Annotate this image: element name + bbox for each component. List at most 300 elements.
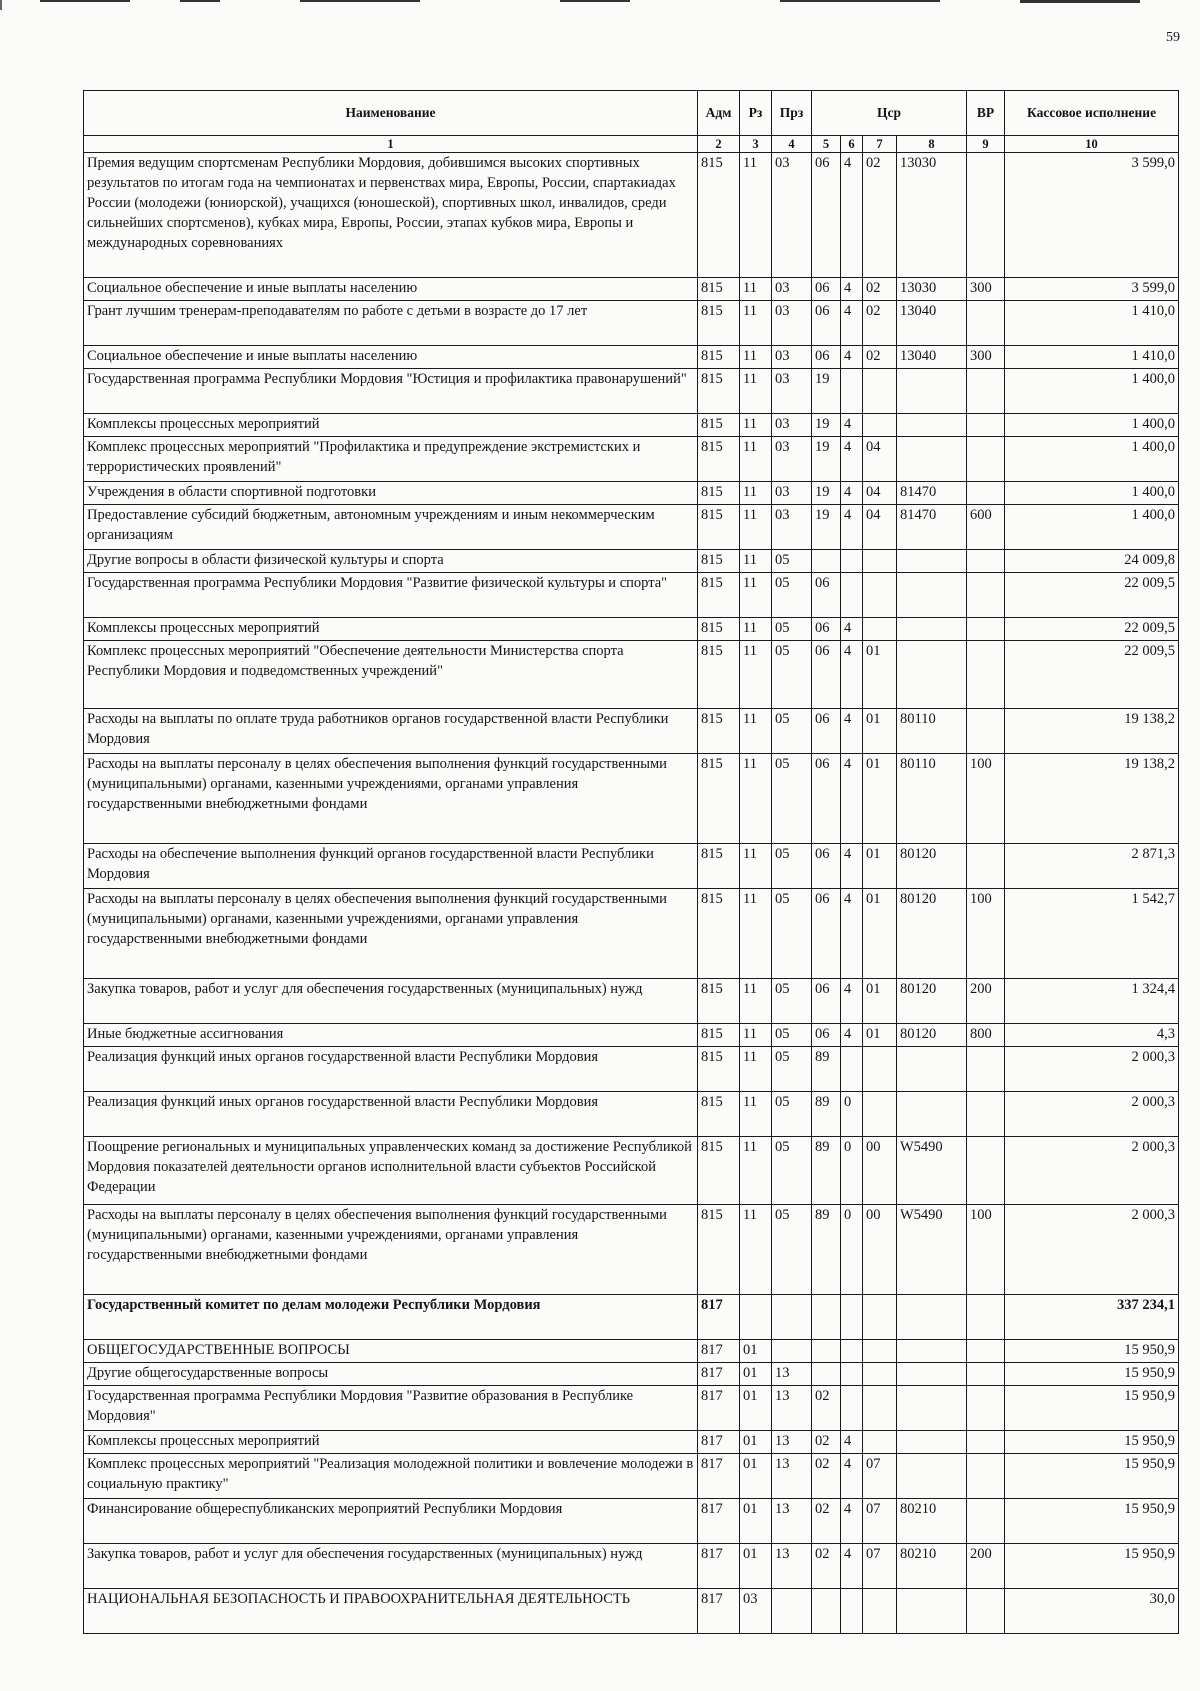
row-name: Расходы на выплаты персоналу в целях обеспечения выполнения функций государственными (муниципальными) органами, казенными учреждениями, органами управления государственными внебюджетными фондами <box>84 1205 698 1295</box>
row-csr-direction <box>897 1431 967 1454</box>
table-row <box>84 1589 1179 1634</box>
row-csr-direction: 80210 <box>897 1499 967 1544</box>
row-rz: 11 <box>740 346 772 369</box>
row-csr-direction <box>897 618 967 641</box>
row-csr-type: 4 <box>841 278 863 301</box>
row-vr <box>967 709 1005 754</box>
row-csr-subprogram: 07 <box>863 1544 897 1589</box>
row-csr-type: 0 <box>841 1137 863 1205</box>
table-row <box>84 1024 1179 1047</box>
row-rz: 11 <box>740 754 772 844</box>
row-csr-direction: 13030 <box>897 278 967 301</box>
row-adm: 815 <box>698 414 740 437</box>
col-exec-header: Кассовое исполнение <box>1005 91 1179 136</box>
row-csr-subprogram: 01 <box>863 889 897 979</box>
col-name-header: Наименование <box>84 91 698 136</box>
row-name: Финансирование общереспубликанских мероприятий Республики Мордовия <box>84 1499 698 1544</box>
row-adm: 815 <box>698 1024 740 1047</box>
row-csr-subprogram <box>863 369 897 414</box>
row-vr <box>967 1454 1005 1499</box>
table-row <box>84 346 1179 369</box>
row-csr-program: 06 <box>812 709 841 754</box>
row-rz: 11 <box>740 979 772 1024</box>
row-sum: 15 950,9 <box>1005 1386 1179 1431</box>
row-vr <box>967 844 1005 889</box>
row-vr: 300 <box>967 346 1005 369</box>
col-vr-header: ВР <box>967 91 1005 136</box>
col-csr-header: Цср <box>812 91 967 136</box>
row-rz: 11 <box>740 278 772 301</box>
row-adm: 815 <box>698 369 740 414</box>
row-vr <box>967 153 1005 278</box>
col-number: 7 <box>863 136 897 153</box>
row-name: Закупка товаров, работ и услуг для обеспечения государственных (муниципальных) нужд <box>84 979 698 1024</box>
row-csr-subprogram <box>863 1589 897 1634</box>
row-csr-program: 06 <box>812 754 841 844</box>
col-number: 3 <box>740 136 772 153</box>
row-prz: 05 <box>772 889 812 979</box>
col-number: 10 <box>1005 136 1179 153</box>
row-csr-subprogram <box>863 573 897 618</box>
row-csr-type: 4 <box>841 979 863 1024</box>
row-rz: 11 <box>740 153 772 278</box>
col-number: 5 <box>812 136 841 153</box>
table-row <box>84 618 1179 641</box>
row-rz: 11 <box>740 1205 772 1295</box>
row-name: Другие вопросы в области физической культуры и спорта <box>84 550 698 573</box>
row-csr-subprogram: 04 <box>863 505 897 550</box>
table-row <box>84 641 1179 709</box>
row-prz <box>772 1295 812 1340</box>
row-vr <box>967 1092 1005 1137</box>
row-csr-type: 4 <box>841 505 863 550</box>
row-sum: 1 324,4 <box>1005 979 1179 1024</box>
row-vr <box>967 1499 1005 1544</box>
row-prz <box>772 1340 812 1363</box>
row-adm: 815 <box>698 346 740 369</box>
row-name: Государственная программа Республики Мордовия "Развитие физической культуры и спорта" <box>84 573 698 618</box>
row-csr-type <box>841 1386 863 1431</box>
row-csr-subprogram <box>863 1431 897 1454</box>
row-prz: 03 <box>772 301 812 346</box>
row-rz: 11 <box>740 1137 772 1205</box>
row-prz: 13 <box>772 1499 812 1544</box>
row-csr-type: 0 <box>841 1092 863 1137</box>
row-sum: 19 138,2 <box>1005 709 1179 754</box>
row-prz: 03 <box>772 437 812 482</box>
row-prz: 03 <box>772 153 812 278</box>
row-rz: 01 <box>740 1499 772 1544</box>
row-csr-direction <box>897 369 967 414</box>
row-csr-program: 06 <box>812 618 841 641</box>
row-csr-program: 02 <box>812 1386 841 1431</box>
row-prz: 05 <box>772 1047 812 1092</box>
row-csr-subprogram: 02 <box>863 278 897 301</box>
row-rz: 11 <box>740 573 772 618</box>
row-csr-subprogram <box>863 1092 897 1137</box>
row-prz: 05 <box>772 979 812 1024</box>
row-csr-direction: 80120 <box>897 889 967 979</box>
row-rz: 01 <box>740 1454 772 1499</box>
row-rz: 11 <box>740 482 772 505</box>
row-rz: 11 <box>740 709 772 754</box>
row-prz: 03 <box>772 278 812 301</box>
row-name: Реализация функций иных органов государственной власти Республики Мордовия <box>84 1047 698 1092</box>
row-csr-direction <box>897 1340 967 1363</box>
row-adm: 815 <box>698 709 740 754</box>
row-prz: 03 <box>772 482 812 505</box>
row-csr-program <box>812 550 841 573</box>
row-sum: 1 410,0 <box>1005 301 1179 346</box>
table-body <box>84 153 1179 1634</box>
row-csr-subprogram: 01 <box>863 709 897 754</box>
row-csr-type: 4 <box>841 437 863 482</box>
row-csr-program: 19 <box>812 369 841 414</box>
row-name: Комплекс процессных мероприятий "Обеспечение деятельности Министерства спорта Республики Мордовия и подведомственных учреждений" <box>84 641 698 709</box>
row-prz: 03 <box>772 346 812 369</box>
row-name: Иные бюджетные ассигнования <box>84 1024 698 1047</box>
row-sum: 30,0 <box>1005 1589 1179 1634</box>
row-csr-program: 89 <box>812 1092 841 1137</box>
row-vr <box>967 437 1005 482</box>
row-csr-program: 06 <box>812 301 841 346</box>
col-rz-header: Рз <box>740 91 772 136</box>
row-vr <box>967 573 1005 618</box>
row-csr-type: 4 <box>841 754 863 844</box>
row-csr-direction: 80110 <box>897 754 967 844</box>
row-csr-program: 19 <box>812 482 841 505</box>
table-row <box>84 1137 1179 1205</box>
col-adm-header: Адм <box>698 91 740 136</box>
row-rz: 01 <box>740 1363 772 1386</box>
row-csr-program: 06 <box>812 979 841 1024</box>
row-name: Социальное обеспечение и иные выплаты населению <box>84 346 698 369</box>
row-vr <box>967 1386 1005 1431</box>
row-csr-subprogram: 01 <box>863 641 897 709</box>
col-number: 8 <box>897 136 967 153</box>
row-csr-subprogram: 02 <box>863 301 897 346</box>
row-vr <box>967 1295 1005 1340</box>
table-row <box>84 278 1179 301</box>
col-prz-header: Прз <box>772 91 812 136</box>
table-row <box>84 1454 1179 1499</box>
row-adm: 815 <box>698 889 740 979</box>
row-csr-program: 02 <box>812 1499 841 1544</box>
row-csr-subprogram: 00 <box>863 1137 897 1205</box>
row-name: Государственная программа Республики Мордовия "Развитие образования в Республике Мордовия" <box>84 1386 698 1431</box>
row-vr: 800 <box>967 1024 1005 1047</box>
row-prz: 03 <box>772 505 812 550</box>
row-csr-type: 4 <box>841 1431 863 1454</box>
row-csr-type: 4 <box>841 1024 863 1047</box>
row-vr: 100 <box>967 889 1005 979</box>
row-name: НАЦИОНАЛЬНАЯ БЕЗОПАСНОСТЬ И ПРАВООХРАНИТЕЛЬНАЯ ДЕЯТЕЛЬНОСТЬ <box>84 1589 698 1634</box>
row-csr-type <box>841 1589 863 1634</box>
row-prz: 05 <box>772 1092 812 1137</box>
row-csr-subprogram <box>863 618 897 641</box>
row-sum: 1 410,0 <box>1005 346 1179 369</box>
row-rz: 11 <box>740 641 772 709</box>
row-name: ОБЩЕГОСУДАРСТВЕННЫЕ ВОПРОСЫ <box>84 1340 698 1363</box>
table-row <box>84 301 1179 346</box>
row-prz: 05 <box>772 550 812 573</box>
row-vr <box>967 1363 1005 1386</box>
row-csr-direction: 81470 <box>897 505 967 550</box>
row-csr-type: 4 <box>841 346 863 369</box>
row-sum: 2 000,3 <box>1005 1047 1179 1092</box>
table-row <box>84 550 1179 573</box>
row-prz: 13 <box>772 1544 812 1589</box>
row-csr-direction <box>897 641 967 709</box>
col-number: 2 <box>698 136 740 153</box>
row-prz: 05 <box>772 754 812 844</box>
row-csr-program: 06 <box>812 346 841 369</box>
row-name: Комплексы процессных мероприятий <box>84 618 698 641</box>
row-prz: 05 <box>772 1205 812 1295</box>
row-name: Учреждения в области спортивной подготовки <box>84 482 698 505</box>
row-rz: 01 <box>740 1544 772 1589</box>
row-sum: 15 950,9 <box>1005 1499 1179 1544</box>
row-adm: 815 <box>698 482 740 505</box>
row-csr-program <box>812 1340 841 1363</box>
col-number: 1 <box>84 136 698 153</box>
row-adm: 815 <box>698 618 740 641</box>
row-sum: 1 400,0 <box>1005 369 1179 414</box>
table-row <box>84 1205 1179 1295</box>
row-adm: 815 <box>698 641 740 709</box>
row-csr-direction <box>897 1092 967 1137</box>
row-prz: 05 <box>772 1024 812 1047</box>
row-csr-direction <box>897 573 967 618</box>
row-sum: 2 000,3 <box>1005 1137 1179 1205</box>
table-row <box>84 437 1179 482</box>
table-row <box>84 505 1179 550</box>
row-csr-program <box>812 1295 841 1340</box>
row-csr-program: 06 <box>812 153 841 278</box>
row-csr-program: 89 <box>812 1205 841 1295</box>
row-csr-program <box>812 1589 841 1634</box>
row-vr <box>967 618 1005 641</box>
row-csr-type <box>841 1047 863 1092</box>
row-rz: 01 <box>740 1431 772 1454</box>
row-csr-type: 4 <box>841 709 863 754</box>
row-adm: 815 <box>698 844 740 889</box>
row-csr-program: 06 <box>812 1024 841 1047</box>
row-csr-program: 89 <box>812 1137 841 1205</box>
row-adm: 817 <box>698 1340 740 1363</box>
row-csr-program: 19 <box>812 437 841 482</box>
row-adm: 817 <box>698 1295 740 1340</box>
row-csr-direction: 80120 <box>897 979 967 1024</box>
row-sum: 22 009,5 <box>1005 573 1179 618</box>
row-csr-type: 4 <box>841 844 863 889</box>
row-name: Премия ведущим спортсменам Республики Мордовия, добившимся высоких спортивных результатов по итогам года на чемпионатах и первенствах мира, Европы, России, спартакиадах России (молодежи (юниорской), учащихся (юношеской), спортивных школ, инвалидов, среди сильнейших спортсменов), кубках мира, Европы, России, этапах кубков мира, Европы и международных соревнованиях <box>84 153 698 278</box>
row-vr <box>967 641 1005 709</box>
col-number: 9 <box>967 136 1005 153</box>
row-prz: 03 <box>772 414 812 437</box>
row-adm: 815 <box>698 550 740 573</box>
row-name: Комплекс процессных мероприятий "Профилактика и предупреждение экстремистских и террористических проявлений" <box>84 437 698 482</box>
row-vr: 300 <box>967 278 1005 301</box>
row-csr-type: 4 <box>841 153 863 278</box>
row-sum: 1 400,0 <box>1005 414 1179 437</box>
row-vr <box>967 369 1005 414</box>
row-sum: 4,3 <box>1005 1024 1179 1047</box>
row-csr-program: 02 <box>812 1454 841 1499</box>
row-adm: 815 <box>698 505 740 550</box>
row-csr-direction: 13040 <box>897 346 967 369</box>
table-row <box>84 573 1179 618</box>
row-csr-program: 06 <box>812 641 841 709</box>
row-csr-direction: 81470 <box>897 482 967 505</box>
row-name: Комплексы процессных мероприятий <box>84 1431 698 1454</box>
row-rz: 11 <box>740 844 772 889</box>
row-csr-type: 4 <box>841 641 863 709</box>
row-name: Реализация функций иных органов государственной власти Республики Мордовия <box>84 1092 698 1137</box>
row-rz: 11 <box>740 1024 772 1047</box>
row-rz: 11 <box>740 369 772 414</box>
table-row <box>84 709 1179 754</box>
table-row <box>84 1431 1179 1454</box>
table-row <box>84 1544 1179 1589</box>
row-rz: 01 <box>740 1386 772 1431</box>
row-prz: 05 <box>772 573 812 618</box>
row-csr-type <box>841 550 863 573</box>
table-row <box>84 1363 1179 1386</box>
row-csr-subprogram: 07 <box>863 1454 897 1499</box>
row-prz: 13 <box>772 1363 812 1386</box>
row-prz: 05 <box>772 618 812 641</box>
row-sum: 1 400,0 <box>1005 505 1179 550</box>
row-vr <box>967 482 1005 505</box>
row-csr-type: 0 <box>841 1205 863 1295</box>
row-csr-direction: 13040 <box>897 301 967 346</box>
row-csr-type: 4 <box>841 301 863 346</box>
row-name: Расходы на выплаты по оплате труда работников органов государственной власти Республики Мордовия <box>84 709 698 754</box>
row-csr-program <box>812 1363 841 1386</box>
row-vr <box>967 1340 1005 1363</box>
row-adm: 817 <box>698 1431 740 1454</box>
row-csr-direction: W5490 <box>897 1137 967 1205</box>
row-vr <box>967 1047 1005 1092</box>
row-adm: 815 <box>698 1205 740 1295</box>
row-adm: 817 <box>698 1454 740 1499</box>
row-sum: 15 950,9 <box>1005 1544 1179 1589</box>
row-name: Предоставление субсидий бюджетным, автономным учреждениям и иным некоммерческим организациям <box>84 505 698 550</box>
row-csr-subprogram <box>863 414 897 437</box>
table-row <box>84 1386 1179 1431</box>
row-sum: 1 542,7 <box>1005 889 1179 979</box>
row-csr-direction: 80110 <box>897 709 967 754</box>
row-prz: 13 <box>772 1431 812 1454</box>
row-csr-subprogram: 01 <box>863 1024 897 1047</box>
row-prz: 05 <box>772 641 812 709</box>
table-row <box>84 754 1179 844</box>
row-csr-subprogram <box>863 550 897 573</box>
row-vr <box>967 414 1005 437</box>
row-rz: 11 <box>740 618 772 641</box>
table-row <box>84 1047 1179 1092</box>
row-csr-direction <box>897 1589 967 1634</box>
row-csr-type: 4 <box>841 1499 863 1544</box>
row-rz: 11 <box>740 1047 772 1092</box>
row-sum: 24 009,8 <box>1005 550 1179 573</box>
row-csr-type <box>841 1363 863 1386</box>
row-csr-program: 89 <box>812 1047 841 1092</box>
row-csr-subprogram: 01 <box>863 844 897 889</box>
row-rz: 11 <box>740 889 772 979</box>
row-name: Комплексы процессных мероприятий <box>84 414 698 437</box>
row-vr: 600 <box>967 505 1005 550</box>
row-sum: 3 599,0 <box>1005 153 1179 278</box>
row-csr-direction <box>897 1363 967 1386</box>
table-row <box>84 979 1179 1024</box>
row-prz: 13 <box>772 1386 812 1431</box>
row-csr-direction: 13030 <box>897 153 967 278</box>
row-vr: 200 <box>967 979 1005 1024</box>
row-rz: 11 <box>740 1092 772 1137</box>
row-csr-type: 4 <box>841 889 863 979</box>
row-name: Поощрение региональных и муниципальных управленческих команд за достижение Республикой Мордовия показателей деятельности органов исполнительной власти субъектов Российской Федерации <box>84 1137 698 1205</box>
row-vr: 200 <box>967 1544 1005 1589</box>
row-csr-direction <box>897 550 967 573</box>
table-row <box>84 1092 1179 1137</box>
row-vr <box>967 1589 1005 1634</box>
row-csr-program: 06 <box>812 278 841 301</box>
row-adm: 815 <box>698 437 740 482</box>
row-sum: 15 950,9 <box>1005 1363 1179 1386</box>
row-csr-direction <box>897 1295 967 1340</box>
row-csr-type: 4 <box>841 618 863 641</box>
row-rz: 11 <box>740 414 772 437</box>
table-row <box>84 889 1179 979</box>
row-vr <box>967 550 1005 573</box>
row-adm: 815 <box>698 979 740 1024</box>
row-csr-direction: W5490 <box>897 1205 967 1295</box>
row-name: Закупка товаров, работ и услуг для обеспечения государственных (муниципальных) нужд <box>84 1544 698 1589</box>
row-adm: 817 <box>698 1363 740 1386</box>
row-rz: 11 <box>740 550 772 573</box>
table-row <box>84 414 1179 437</box>
row-csr-direction: 80120 <box>897 844 967 889</box>
row-sum: 2 000,3 <box>1005 1092 1179 1137</box>
row-adm: 815 <box>698 754 740 844</box>
row-csr-direction <box>897 1386 967 1431</box>
row-csr-type: 4 <box>841 482 863 505</box>
row-rz <box>740 1295 772 1340</box>
table-row <box>84 153 1179 278</box>
row-csr-type: 4 <box>841 1454 863 1499</box>
row-prz: 13 <box>772 1454 812 1499</box>
row-adm: 815 <box>698 573 740 618</box>
row-csr-direction <box>897 437 967 482</box>
row-rz: 03 <box>740 1589 772 1634</box>
row-csr-type <box>841 1295 863 1340</box>
row-adm: 817 <box>698 1544 740 1589</box>
row-csr-program: 06 <box>812 844 841 889</box>
row-csr-program: 19 <box>812 505 841 550</box>
row-vr <box>967 301 1005 346</box>
row-name: Расходы на выплаты персоналу в целях обеспечения выполнения функций государственными (муниципальными) органами, казенными учреждениями, органами управления государственными внебюджетными фондами <box>84 889 698 979</box>
row-sum: 19 138,2 <box>1005 754 1179 844</box>
row-csr-subprogram: 02 <box>863 153 897 278</box>
row-csr-subprogram: 04 <box>863 437 897 482</box>
table-row <box>84 482 1179 505</box>
row-adm: 815 <box>698 278 740 301</box>
row-csr-type: 4 <box>841 1544 863 1589</box>
row-vr <box>967 1137 1005 1205</box>
row-name: Социальное обеспечение и иные выплаты населению <box>84 278 698 301</box>
